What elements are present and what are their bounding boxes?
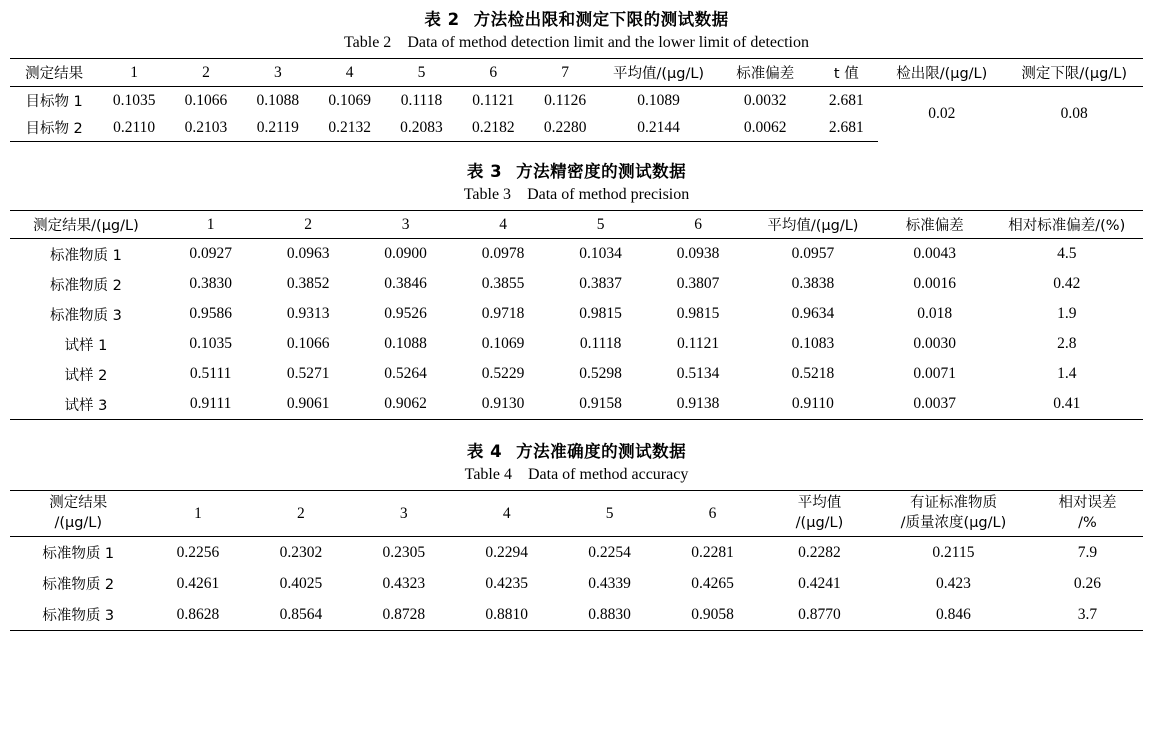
- table-2-caption-cn-number: 表 2: [424, 10, 460, 29]
- table-3-caption-cn: [10, 158, 1143, 182]
- table-3-cell-sd: 0.0071: [913, 365, 957, 382]
- table-4-header-cell: 5: [558, 491, 661, 537]
- table-4-cell: 0.2256: [176, 543, 220, 561]
- table-4-cell: 0.8628: [147, 599, 250, 631]
- table-3-cell-rsd: 1.9: [1057, 305, 1077, 322]
- table-3-caption-en-number: Table 3: [463, 186, 512, 203]
- table-row: [10, 389, 1143, 420]
- table-3-caption-en: [10, 186, 1143, 204]
- table-2-cell: 0.1088: [256, 91, 300, 109]
- table-3-header-cell: 测定结果/(μg/L): [10, 211, 162, 239]
- table-4-row-label: 标准物质 2: [42, 577, 115, 594]
- table-row: [10, 599, 1143, 631]
- table-2-cell-mean: 0.1089: [637, 91, 680, 109]
- table-2-cell: 0.2280: [529, 114, 601, 142]
- table-3-cell: 0.9815: [579, 305, 622, 322]
- table-2-cell-t: 2.681: [815, 114, 879, 142]
- table-4-cell-error: 7.9: [1077, 543, 1098, 561]
- table-2-cell-t: 2.681: [828, 91, 864, 109]
- table-3-cell: 0.9586: [189, 305, 232, 322]
- table-3-cell: 0.9313: [286, 305, 330, 322]
- table-4-caption-cn-number: 表 4: [466, 442, 503, 461]
- table-4-header-line: /质量浓度(μg/L): [900, 514, 1007, 531]
- table-3-cell: 0.0900: [384, 245, 427, 262]
- table-row: [10, 239, 1143, 270]
- table-3-header-cell: 5: [552, 211, 649, 239]
- table-4-cell-error: 3.7: [1032, 599, 1143, 631]
- table-3-cell: 0.3837: [579, 275, 622, 292]
- table-3-cell: 0.3855: [481, 275, 525, 292]
- table-3-cell: 0.9138: [649, 389, 746, 420]
- table-3-cell-sd: 0.018: [917, 305, 953, 322]
- table-4-cell: 0.8564: [249, 599, 352, 631]
- table-2-caption-en-title: Data of method detection limit and the lower limit of detection: [407, 34, 809, 51]
- table-3-row-label: 标准物质 1: [50, 247, 122, 264]
- table-3-cell: 0.9062: [357, 389, 454, 420]
- table-3-cell: 0.1088: [384, 335, 427, 352]
- table-3-row-label: 试样 1: [64, 337, 108, 354]
- table-3-header-cell: 6: [649, 211, 746, 239]
- table-3-cell: 0.9815: [676, 305, 720, 322]
- table-2-row-label: 目标物 2: [10, 114, 98, 142]
- table-row: [10, 329, 1143, 359]
- table-4-cell-mean: 0.8770: [764, 599, 875, 631]
- table-4-cell: 0.2294: [485, 543, 528, 561]
- table-3-cell-rsd: 4.5: [1057, 245, 1077, 262]
- table-3-cell: 0.1118: [579, 335, 622, 352]
- table-4-header-cell: 2: [249, 491, 352, 537]
- table-3-cell-mean: 0.3838: [791, 275, 835, 292]
- table-3-cell-sd: 0.0030: [913, 335, 957, 352]
- table-3-row-label: 标准物质 3: [50, 307, 122, 324]
- table-3-cell: 0.3852: [286, 275, 330, 292]
- table-3-header-cell: 3: [357, 211, 454, 239]
- table-4-caption-en: [10, 466, 1143, 484]
- table-4-caption-cn: [10, 438, 1143, 462]
- table-4-cell-error: 0.26: [1073, 574, 1102, 592]
- table-3-cell-sd: 0.0037: [879, 389, 991, 420]
- table-4-cell: 0.8830: [558, 599, 661, 631]
- table-3-header-cell: 4: [454, 211, 551, 239]
- table-4-header-cell: [1032, 491, 1143, 537]
- table-3-header-cell: 标准偏差: [879, 211, 991, 239]
- table-4-header-line: /(μg/L): [54, 514, 103, 531]
- table-2-header-cell: 检出限/(μg/L): [878, 59, 1005, 87]
- table-3-row-label: 试样 2: [64, 367, 108, 384]
- table-4-header-cell: 3: [352, 491, 455, 537]
- table-2-cell: 0.1121: [472, 91, 515, 109]
- table-2-cell: 0.2132: [314, 114, 386, 142]
- table-4-header-line: 测定结果: [49, 495, 108, 511]
- table-4-cell: 0.8810: [455, 599, 558, 631]
- table-3-header-cell: 相对标准偏差/(%): [991, 211, 1143, 239]
- table-3-caption-en-title: Data of method precision: [527, 186, 690, 203]
- table-3-header-cell: 2: [259, 211, 356, 239]
- table-3-cell: 0.1034: [579, 245, 622, 262]
- table-row: [10, 359, 1143, 389]
- table-3-cell: 0.1035: [189, 335, 232, 352]
- table-2-row-label: 目标物 1: [25, 94, 83, 110]
- table-3-header-cell: 平均值/(μg/L): [747, 211, 879, 239]
- table-2-cell-mean: 0.2144: [601, 114, 716, 142]
- table-4-cell: 0.4025: [279, 574, 323, 592]
- table-4-cell-crm: 0.846: [875, 599, 1032, 631]
- table-2-header-cell: 1: [98, 59, 170, 87]
- table-2-header-cell: 7: [529, 59, 601, 87]
- table-2-cell-lower-limit: 0.08: [1060, 105, 1088, 123]
- table-2-cell: 0.1035: [112, 91, 156, 109]
- table-3-cell-rsd: 0.41: [991, 389, 1143, 420]
- table-3-block: [10, 158, 1143, 420]
- table-3-cell: 0.3807: [676, 275, 720, 292]
- table-4-header-line: 相对误差: [1058, 495, 1117, 511]
- table-2-header-cell: 4: [314, 59, 386, 87]
- table-row: [10, 299, 1143, 329]
- spacer: [10, 142, 1143, 158]
- table-2: [10, 58, 1143, 142]
- table-4-header-cell: 6: [661, 491, 764, 537]
- table-4-row-label: 标准物质 3: [10, 599, 147, 631]
- table-3-cell: 0.9526: [384, 305, 427, 322]
- table-3-cell: 0.0927: [189, 245, 232, 262]
- table-2-header-cell: 2: [170, 59, 242, 87]
- table-4-header-line: /(μg/L): [795, 514, 844, 531]
- table-3-cell: 0.3830: [189, 275, 232, 292]
- table-4-cell: 0.9058: [661, 599, 764, 631]
- table-4-row-label: 标准物质 1: [42, 546, 115, 563]
- table-4-caption-en-title: Data of method accuracy: [527, 466, 689, 483]
- table-3-caption-cn-number: 表 3: [466, 162, 503, 181]
- table-3-row-label: 试样 3: [10, 389, 162, 420]
- table-4-cell: 0.4265: [691, 574, 734, 592]
- table-4-caption-en-number: Table 4: [464, 466, 512, 483]
- table-3-cell: 0.9158: [552, 389, 649, 420]
- table-2-cell: 0.1066: [184, 91, 228, 109]
- table-4-cell-crm: 0.2115: [932, 543, 975, 561]
- table-4-cell: 0.2305: [382, 543, 426, 561]
- table-2-cell: 0.2110: [98, 114, 170, 142]
- table-3-cell: 0.9061: [259, 389, 356, 420]
- table-3-cell-rsd: 2.8: [1057, 335, 1077, 352]
- table-3-cell-sd: 0.0016: [913, 275, 957, 292]
- table-4-cell: 0.4339: [588, 574, 631, 592]
- table-2-cell: 0.2182: [457, 114, 529, 142]
- table-4-cell: 0.4235: [485, 574, 528, 592]
- table-row: [10, 87, 1143, 115]
- table-4-block: [10, 438, 1143, 631]
- table-2-cell-detection-limit: 0.02: [928, 105, 956, 123]
- table-2-cell: 0.2083: [386, 114, 458, 142]
- table-2-caption-en: [10, 34, 1143, 52]
- table-4-header-cell: [10, 491, 147, 537]
- table-3: [10, 210, 1143, 420]
- table-3-caption-cn-title: 方法精密度的测试数据: [516, 162, 687, 181]
- table-2-cell-sd: 0.0062: [716, 114, 815, 142]
- table-4-cell: 0.4261: [176, 574, 220, 592]
- table-4-header-line: 平均值: [797, 495, 842, 511]
- table-4-header-line: /%: [1078, 514, 1097, 531]
- table-4-header-cell: 1: [147, 491, 250, 537]
- table-3-cell: 0.0963: [286, 245, 330, 262]
- table-4-cell-mean: 0.2282: [798, 543, 841, 561]
- table-3-cell-rsd: 0.42: [1053, 275, 1081, 292]
- table-2-header-row: [10, 59, 1143, 87]
- table-4: [10, 490, 1143, 631]
- table-4-header-row: [10, 491, 1143, 537]
- spacer: [10, 420, 1143, 438]
- table-2-header-cell: 平均值/(μg/L): [601, 59, 716, 87]
- table-4-cell: 0.4323: [382, 574, 426, 592]
- table-2-header-cell: t 值: [815, 59, 879, 87]
- table-3-cell: 0.5229: [481, 365, 525, 382]
- table-3-cell: 0.5298: [579, 365, 622, 382]
- table-2-cell: 0.1126: [544, 91, 587, 109]
- table-row: [10, 568, 1143, 599]
- table-2-cell: 0.2103: [170, 114, 242, 142]
- table-2-header-cell: 5: [386, 59, 458, 87]
- table-4-header-cell: [764, 491, 875, 537]
- table-4-header-line: 有证标准物质: [909, 495, 997, 511]
- table-2-header-cell: 测定下限/(μg/L): [1005, 59, 1143, 87]
- table-4-cell: 0.2281: [691, 543, 734, 561]
- table-2-header-cell: 6: [457, 59, 529, 87]
- table-2-block: [10, 6, 1143, 142]
- table-2-cell-sd: 0.0032: [743, 91, 787, 109]
- table-3-header-row: [10, 211, 1143, 239]
- table-3-row-label: 标准物质 2: [50, 277, 122, 294]
- table-4-cell-mean: 0.4241: [798, 574, 841, 592]
- table-2-caption-cn: [10, 6, 1143, 30]
- table-2-caption-cn-title: 方法检出限和测定下限的测试数据: [473, 10, 729, 29]
- table-2-header-cell: 标准偏差: [716, 59, 815, 87]
- table-2-caption-en-number: Table 2: [344, 34, 392, 51]
- table-row: [10, 269, 1143, 299]
- table-3-cell: 0.0938: [676, 245, 720, 262]
- table-3-cell: 0.5264: [384, 365, 427, 382]
- table-3-cell: 0.1121: [677, 335, 720, 352]
- table-3-cell-mean: 0.0957: [791, 245, 835, 262]
- table-4-cell-crm: 0.423: [936, 574, 971, 592]
- table-3-cell-mean: 0.5218: [791, 365, 835, 382]
- table-2-cell: 0.2119: [242, 114, 314, 142]
- table-3-cell: 0.0978: [481, 245, 525, 262]
- table-2-header-cell: 3: [242, 59, 314, 87]
- table-2-cell: 0.1069: [328, 91, 371, 109]
- table-3-cell: 0.3846: [384, 275, 427, 292]
- table-3-cell: 0.9111: [162, 389, 259, 420]
- table-3-cell: 0.9130: [454, 389, 551, 420]
- table-3-cell: 0.1066: [286, 335, 330, 352]
- table-2-cell: 0.1118: [400, 91, 443, 109]
- table-4-caption-cn-title: 方法准确度的测试数据: [516, 442, 687, 461]
- table-4-cell: 0.2302: [279, 543, 323, 561]
- table-3-cell-sd: 0.0043: [913, 245, 957, 262]
- table-4-header-cell: 4: [455, 491, 558, 537]
- table-3-header-cell: 1: [162, 211, 259, 239]
- table-3-cell: 0.5111: [189, 365, 232, 382]
- table-3-cell: 0.9718: [481, 305, 525, 322]
- table-4-header-cell: [875, 491, 1032, 537]
- table-3-cell-mean: 0.1083: [791, 335, 835, 352]
- table-3-cell-mean: 0.9634: [791, 305, 835, 322]
- table-4-cell: 0.8728: [352, 599, 455, 631]
- table-4-cell: 0.2254: [588, 543, 631, 561]
- table-3-cell-mean: 0.9110: [747, 389, 879, 420]
- table-3-cell: 0.1069: [481, 335, 525, 352]
- table-2-header-cell: 测定结果: [10, 59, 98, 87]
- table-3-cell: 0.5271: [286, 365, 330, 382]
- table-3-cell-rsd: 1.4: [1057, 365, 1077, 382]
- table-row: [10, 537, 1143, 569]
- table-3-cell: 0.5134: [676, 365, 720, 382]
